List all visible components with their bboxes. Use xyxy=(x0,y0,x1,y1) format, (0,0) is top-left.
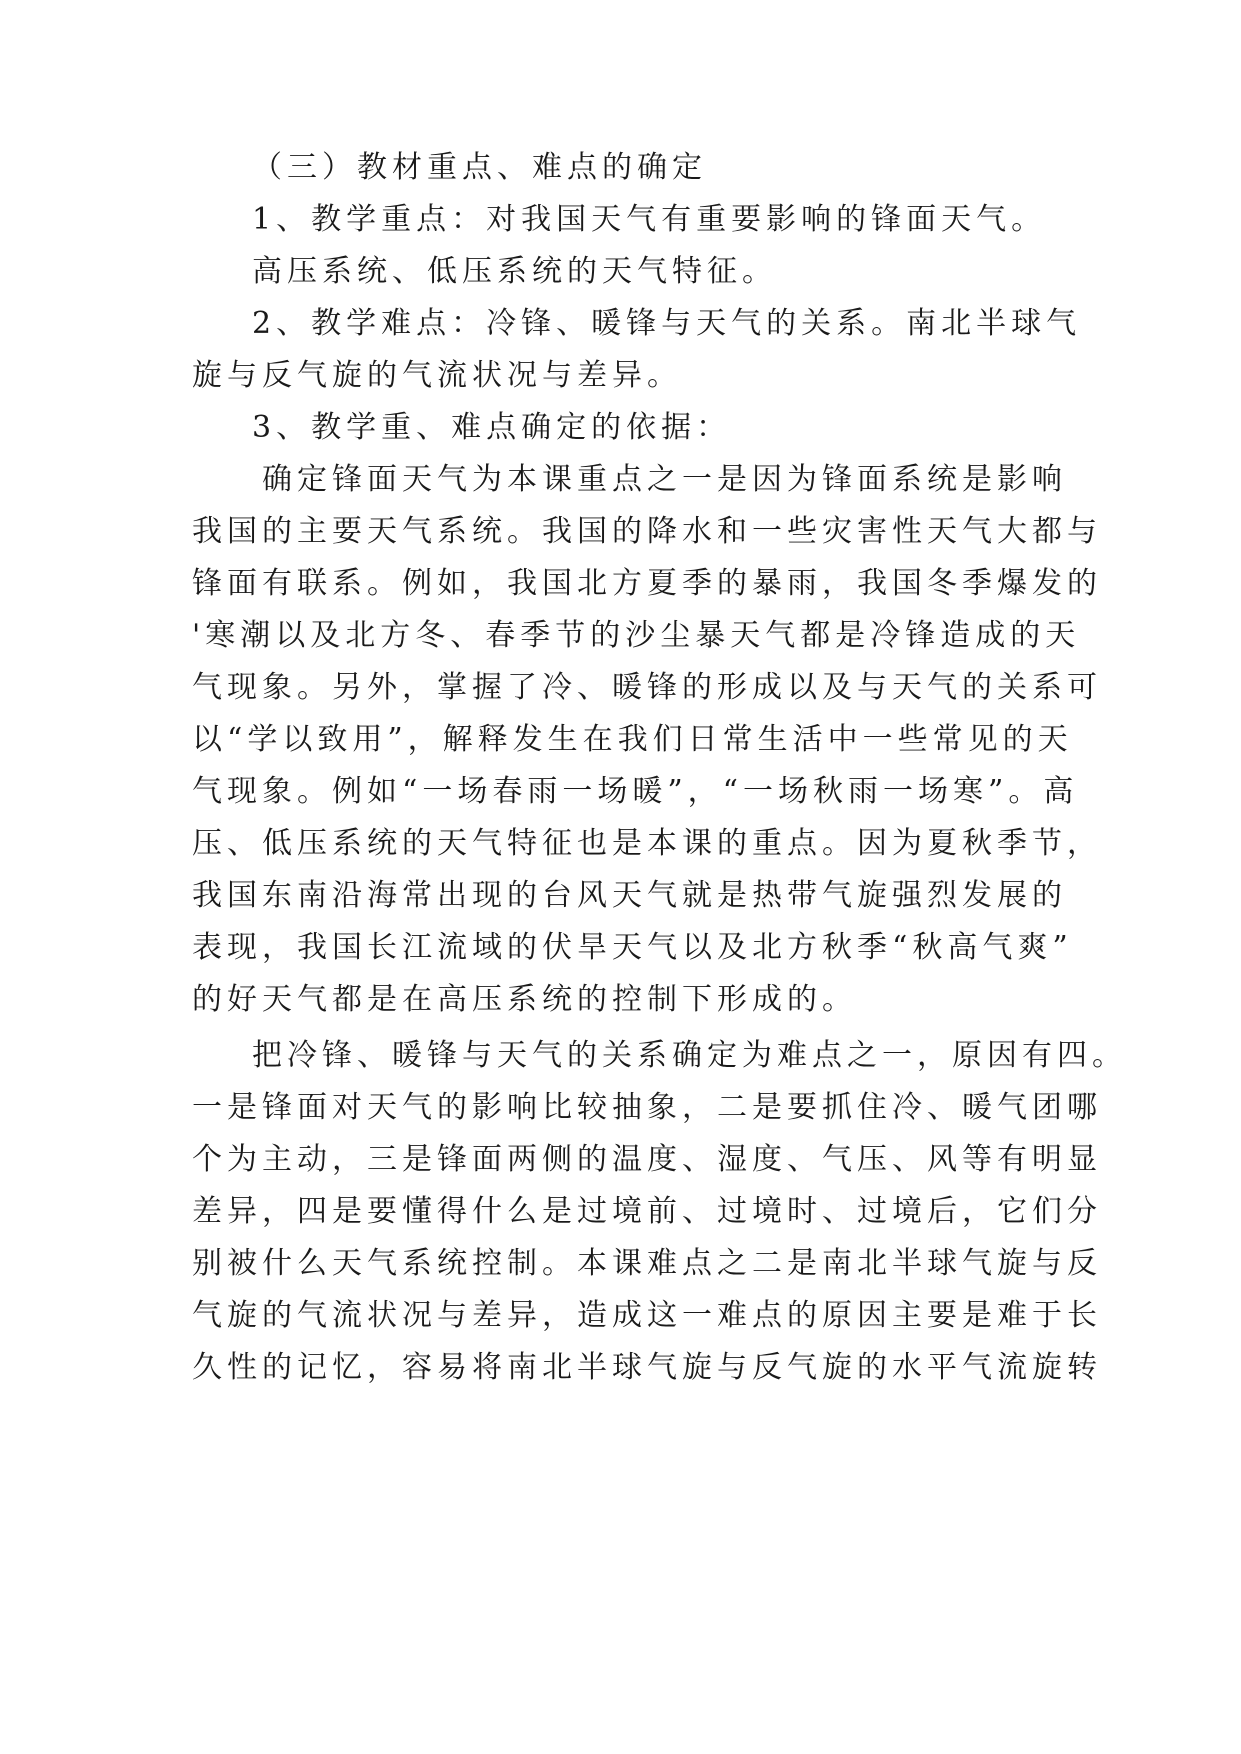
paragraph-line: 把冷锋、暖锋与天气的关系确定为难点之一，原因有四。 xyxy=(252,1038,1127,1073)
paragraph-line: 气现象。例如“一场春雨一场暖”，“一场秋雨一场寒”。高 xyxy=(192,774,1079,809)
paragraph-line: 我国东南沿海常出现的台风天气就是热带气旋强烈发展的 xyxy=(192,878,1067,913)
paragraph-line: 气旋的气流状况与差异，造成这一难点的原因主要是难于长 xyxy=(192,1298,1102,1333)
paragraph-line: 久性的记忆，容易将南北半球气旋与反气旋的水平气流旋转 xyxy=(192,1350,1102,1385)
paragraph-line: 以“学以致用”，解释发生在我们日常生活中一些常见的天 xyxy=(192,722,1073,757)
paragraph-line: 的好天气都是在高压系统的控制下形成的。 xyxy=(192,982,857,1017)
key-point-item: 1、教学重点：对我国天气有重要影响的锋面天气。 xyxy=(252,202,1047,237)
paragraph-line: 一是锋面对天气的影响比较抽象，二是要抓住冷、暖气团哪 xyxy=(192,1090,1102,1125)
paragraph-line: '寒潮以及北方冬、春季节的沙尘暴天气都是冷锋造成的天 xyxy=(192,618,1081,653)
key-point-continuation: 高压系统、低压系统的天气特征。 xyxy=(252,254,777,289)
difficulty-item: 2、教学难点：冷锋、暖锋与天气的关系。南北半球气 xyxy=(252,306,1082,341)
basis-item: 3、教学重、难点确定的依据： xyxy=(252,410,732,445)
paragraph-line: 压、低压系统的天气特征也是本课的重点。因为夏秋季节， xyxy=(192,826,1102,861)
paragraph-line: 气现象。另外，掌握了冷、暖锋的形成以及与天气的关系可 xyxy=(192,670,1102,705)
paragraph-line: 个为主动，三是锋面两侧的温度、湿度、气压、风等有明显 xyxy=(192,1142,1102,1177)
paragraph-line: 差异，四是要懂得什么是过境前、过境时、过境后，它们分 xyxy=(192,1194,1102,1229)
difficulty-item-continuation: 旋与反气旋的气流状况与差异。 xyxy=(192,358,682,393)
section-heading: （三）教材重点、难点的确定 xyxy=(252,150,707,185)
paragraph-line: 别被什么天气系统控制。本课难点之二是南北半球气旋与反 xyxy=(192,1246,1102,1281)
paragraph-line: 确定锋面天气为本课重点之一是因为锋面系统是影响 xyxy=(262,462,1067,497)
paragraph-line: 我国的主要天气系统。我国的降水和一些灾害性天气大都与 xyxy=(192,514,1102,549)
paragraph-line: 表现，我国长江流域的伏旱天气以及北方秋季“秋高气爽” xyxy=(192,930,1073,965)
paragraph-line: 锋面有联系。例如，我国北方夏季的暴雨，我国冬季爆发的 xyxy=(192,566,1102,601)
